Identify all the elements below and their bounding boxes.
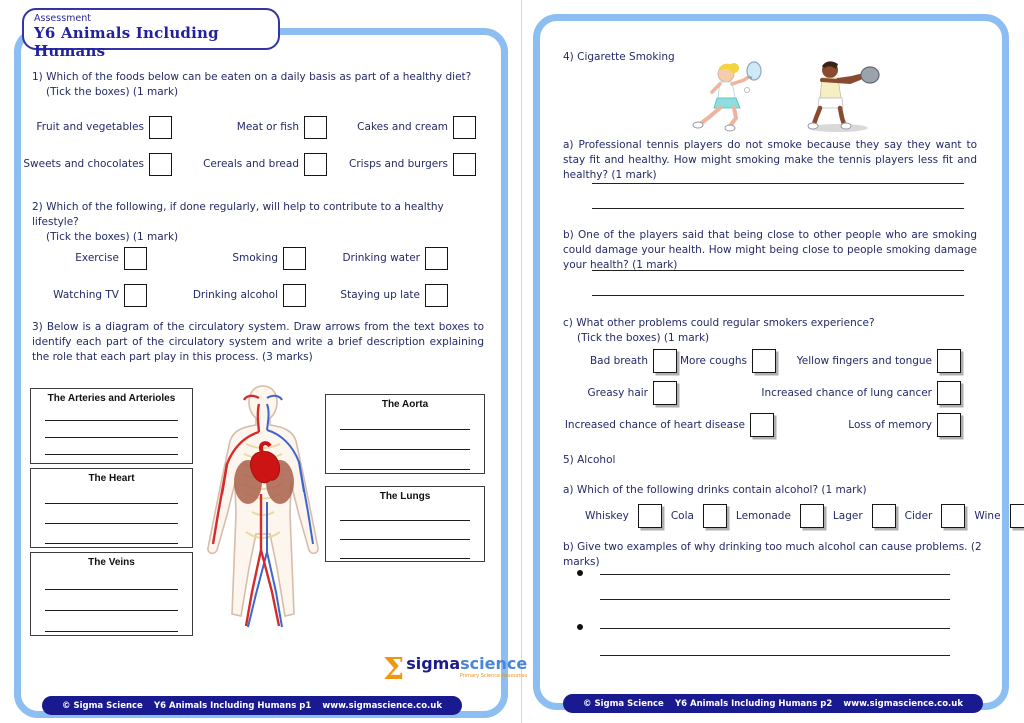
q4c-option-cell: [711, 380, 961, 406]
checkbox[interactable]: [425, 247, 448, 270]
answer-line[interactable]: [340, 410, 470, 430]
checkbox[interactable]: [283, 284, 306, 307]
answer-line[interactable]: [45, 484, 178, 504]
option-label: Loss of memory: [848, 419, 932, 431]
option-label: Watching TV: [53, 289, 119, 301]
q5-heading: 5) Alcohol: [563, 454, 616, 466]
q5a-options-row: [585, 504, 1024, 528]
option-label: Cereals and bread: [203, 158, 299, 170]
label-box-heart: [30, 468, 193, 548]
bullet-icon: [577, 624, 583, 630]
checkbox[interactable]: [752, 349, 776, 373]
answer-line[interactable]: [45, 504, 178, 524]
q2-option-cell: [170, 282, 306, 308]
q1-option-cell: [30, 114, 172, 140]
footer-page-label: Y6 Animals Including Humans p2: [675, 698, 833, 709]
answer-line[interactable]: [45, 421, 178, 438]
checkbox[interactable]: [750, 413, 774, 437]
answer-line[interactable]: [600, 560, 950, 575]
q4b-text: b) One of the players said that being close to other people who are smoking could damage your health. How might being close to people smoking damage your health? (1 mark): [563, 229, 977, 271]
label-box-lungs: [325, 486, 485, 562]
option-label: Exercise: [75, 252, 119, 264]
q4c-option-cell: [587, 380, 677, 406]
footer-page-label: Y6 Animals Including Humans p1: [154, 700, 312, 711]
footer-copyright: © Sigma Science: [62, 700, 143, 711]
q1-instruction: (Tick the boxes) (1 mark): [46, 85, 179, 98]
footer-website: www.sigmascience.co.uk: [843, 698, 963, 709]
box-title: The Veins: [88, 557, 135, 568]
checkbox[interactable]: [937, 413, 961, 437]
logo-word-sigma: sigma: [406, 654, 461, 673]
answer-line[interactable]: [340, 521, 470, 540]
option-label: Fruit and vegetables: [36, 121, 144, 133]
answer-line[interactable]: [340, 540, 470, 559]
option-label: Greasy hair: [587, 387, 648, 399]
checkbox[interactable]: [124, 247, 147, 270]
box-title: The Arteries and Arterioles: [47, 393, 176, 404]
circulatory-system-diagram: [196, 382, 330, 662]
q1-question: 1) Which of the foods below can be eaten on a daily basis as part of a healthy diet?: [32, 71, 472, 83]
q1-option-cell: [334, 151, 476, 177]
q4c-option-cell: [585, 348, 677, 374]
q1-option-cell: [334, 114, 476, 140]
box-title: The Heart: [88, 473, 135, 484]
checkbox[interactable]: [937, 349, 961, 373]
q4c-instruction: (Tick the boxes) (1 mark): [577, 331, 710, 344]
label-box-aorta: [325, 394, 485, 474]
option-label: Cakes and cream: [357, 121, 448, 133]
q2-instruction: (Tick the boxes) (1 mark): [46, 230, 179, 243]
option-label: Cola: [670, 510, 694, 522]
answer-line[interactable]: [45, 524, 178, 544]
option-label: Bad breath: [589, 355, 648, 367]
checkbox[interactable]: [937, 381, 961, 405]
q4c-option-cell: [811, 412, 961, 438]
option-label: Lemonade: [735, 510, 791, 522]
tennis-player-boy: [808, 61, 879, 132]
tennis-players-clipart: [678, 60, 893, 132]
logo-word-science: science: [460, 654, 528, 673]
checkbox[interactable]: [425, 284, 448, 307]
q2-text: [32, 200, 487, 245]
checkbox[interactable]: [304, 116, 327, 139]
answer-line[interactable]: [600, 614, 950, 629]
page2-footer: [563, 694, 983, 713]
q4c-question: c) What other problems could regular smokers experience?: [563, 317, 875, 329]
tennis-player-girl: [693, 62, 761, 131]
checkbox[interactable]: [453, 116, 476, 139]
answer-line[interactable]: [45, 404, 178, 421]
checkbox[interactable]: [872, 504, 896, 528]
q4a-text: a) Professional tennis players do not smoke because they say they want to stay fit and healthy. How might smoking make the tennis players less fit and healthy? (1 mark): [563, 139, 977, 181]
q2-option-cell: [310, 282, 448, 308]
q4c-text: [563, 316, 977, 346]
answer-line[interactable]: [340, 502, 470, 521]
q1-option-cell: [186, 151, 327, 177]
answer-line[interactable]: [592, 183, 964, 184]
answer-line[interactable]: [592, 270, 964, 271]
page-divider: [521, 0, 522, 723]
bullet-icon: [577, 570, 583, 576]
q3-text: 3) Below is a diagram of the circulatory system. Draw arrows from the text boxes to identify each part of the circulatory system and write a brief description explaining the role that each part play in this process. (3 marks): [32, 321, 484, 363]
checkbox[interactable]: [283, 247, 306, 270]
q4c-option-cell: [671, 348, 776, 374]
option-label: Lager: [832, 510, 863, 522]
sigma-icon: Σ: [383, 652, 405, 687]
q1-option-cell: [186, 114, 327, 140]
q2-option-cell: [170, 245, 306, 271]
page1-footer: [42, 696, 462, 715]
option-label: Wine: [974, 510, 1001, 522]
page-title: Y6 Animals Including Humans: [34, 24, 219, 60]
logo-tagline: Primary Science Resources: [459, 673, 528, 679]
sigmascience-logo: [383, 652, 528, 687]
checkbox[interactable]: [124, 284, 147, 307]
option-label: Sweets and chocolates: [23, 158, 144, 170]
option-label: More coughs: [679, 355, 747, 367]
answer-line[interactable]: [45, 590, 178, 611]
page1-header: [22, 8, 280, 60]
q2-option-cell: [20, 282, 147, 308]
option-label: Meat or fish: [236, 121, 299, 133]
answer-line[interactable]: [340, 450, 470, 470]
q2-option-cell: [20, 245, 147, 271]
q1-text: [32, 70, 487, 100]
checkbox[interactable]: [149, 153, 172, 176]
q2-option-cell: [310, 245, 448, 271]
option-label: Whiskey: [585, 510, 629, 522]
box-title: The Aorta: [381, 399, 429, 410]
option-label: Yellow fingers and tongue: [796, 355, 932, 367]
checkbox[interactable]: [149, 116, 172, 139]
answer-line[interactable]: [45, 568, 178, 590]
label-box-veins: [30, 552, 193, 636]
checkbox[interactable]: [453, 153, 476, 176]
option-label: Cider: [904, 510, 933, 522]
answer-line[interactable]: [600, 641, 950, 656]
answer-line[interactable]: [340, 430, 470, 450]
option-label: Increased chance of lung cancer: [761, 387, 932, 399]
checkbox[interactable]: [638, 504, 662, 528]
checkbox[interactable]: [304, 153, 327, 176]
answer-line[interactable]: [592, 208, 964, 209]
answer-line[interactable]: [592, 295, 964, 296]
q4c-option-cell: [563, 412, 774, 438]
q5b-text: b) Give two examples of why drinking too much alcohol can cause problems. (2 marks): [563, 541, 982, 568]
checkbox[interactable]: [941, 504, 965, 528]
answer-line[interactable]: [600, 585, 950, 600]
option-label: Drinking water: [342, 252, 420, 264]
footer-website: www.sigmascience.co.uk: [322, 700, 442, 711]
option-label: Drinking alcohol: [192, 289, 278, 301]
answer-line[interactable]: [45, 611, 178, 632]
checkbox[interactable]: [800, 504, 824, 528]
option-label: Smoking: [232, 252, 278, 264]
q1-option-cell: [23, 151, 172, 177]
q4c-option-cell: [791, 348, 961, 374]
footer-copyright: © Sigma Science: [583, 698, 664, 709]
option-label: Crisps and burgers: [349, 158, 448, 170]
label-box-arteries: [30, 388, 193, 464]
checkbox[interactable]: [1010, 504, 1024, 528]
option-label: Staying up late: [340, 289, 420, 301]
checkbox[interactable]: [703, 504, 727, 528]
answer-line[interactable]: [45, 438, 178, 455]
q2-question: 2) Which of the following, if done regularly, will help to contribute to a healthy lifestyle?: [32, 201, 444, 228]
box-title: The Lungs: [379, 491, 431, 502]
q5a-text: a) Which of the following drinks contain alcohol? (1 mark): [563, 484, 867, 496]
option-label: Increased chance of heart disease: [564, 419, 745, 431]
q4-heading: 4) Cigarette Smoking: [563, 51, 675, 63]
checkbox[interactable]: [653, 381, 677, 405]
assessment-label: Assessment: [34, 13, 91, 24]
